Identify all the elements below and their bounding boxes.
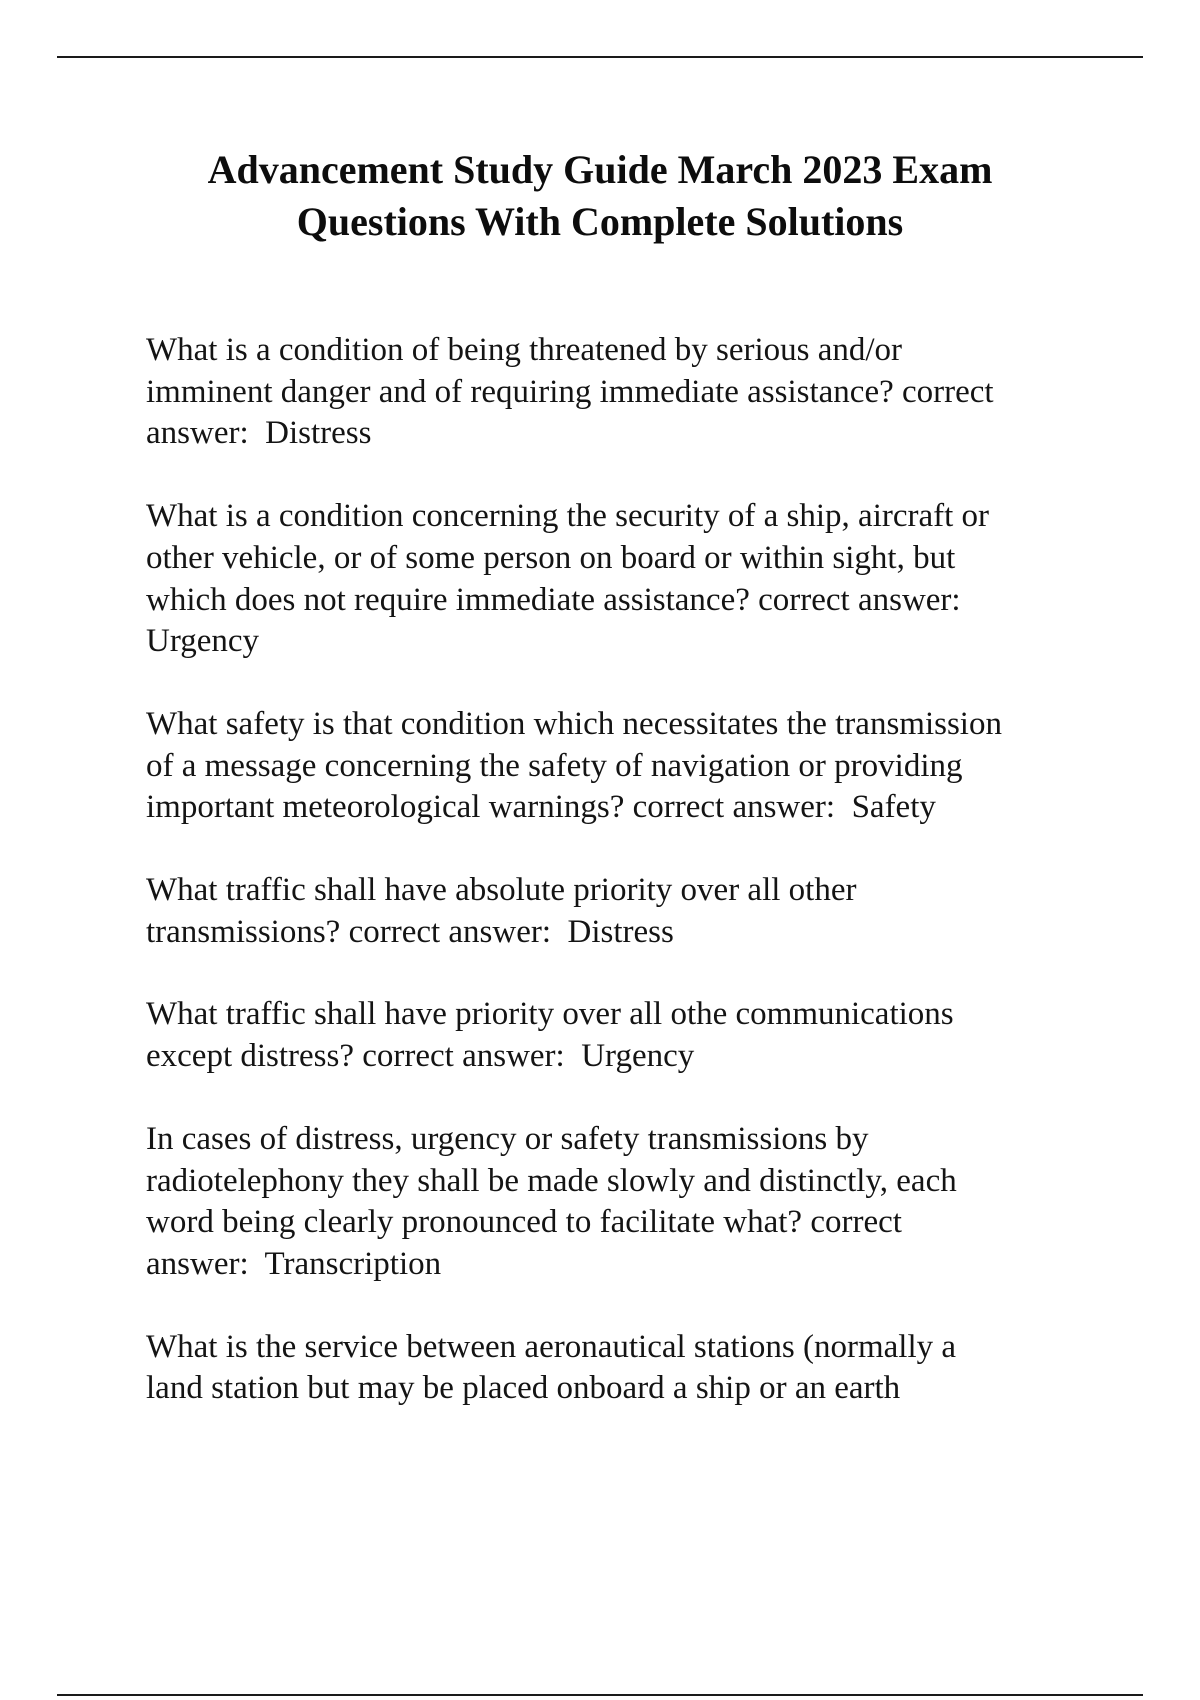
question-answer-item: What is a condition of being threatened by serious and/or imminent danger and of requiring immediate assistance? correct answer: Distress: [146, 332, 994, 452]
bottom-divider: [57, 1694, 1143, 1696]
top-divider: [57, 56, 1143, 58]
question-answer-item: What traffic shall have priority over all othe communications except distress? correct answer: Urgency: [146, 996, 954, 1075]
question-answer-item: What safety is that condition which necessitates the transmission of a message concerning the safety of navigation or providing important meteorological warnings? correct answer: Safety: [146, 705, 1002, 826]
document-title-line-2: Questions With Complete Solutions: [296, 199, 904, 244]
document-title-line-1: Advancement Study Guide March 2023 Exam: [207, 147, 993, 192]
question-answer-item: What is a condition concerning the security of a ship, aircraft or other vehicle, or of some person on board or within sight, but which does not require immediate assistance? correct answer: Urgency: [146, 498, 990, 660]
question-answer-item: What is the service between aeronautical stations (normally a land station but may be placed onboard a ship or an earth: [146, 1328, 957, 1407]
document-title: [100, 144, 1100, 248]
question-answer-item: In cases of distress, urgency or safety transmissions by radiotelephony they shall be made slowly and distinctly, each word being clearly pronounced to facilitate what? correct answer: Transcription: [146, 1120, 957, 1282]
question-answer-list: [146, 330, 1106, 1451]
question-answer-item: What traffic shall have absolute priority over all other transmissions? correct answer: Distress: [146, 872, 857, 950]
